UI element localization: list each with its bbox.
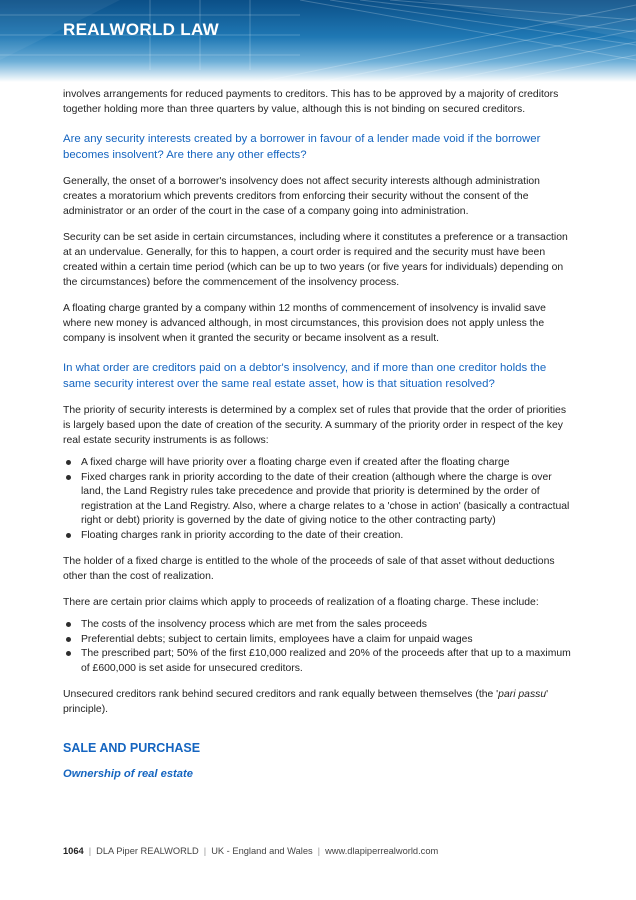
- bullet-list: [63, 456, 575, 543]
- question-heading: In what order are creditors paid on a debtor's insolvency, and if more than one creditor holds the same security interest over the same real estate asset, how is that situation resolved?: [63, 362, 547, 390]
- brand-title: REALWORLD LAW: [63, 20, 219, 39]
- footer-website-link[interactable]: www.dlapiperrealworld.com: [325, 846, 439, 856]
- latin-term: pari passu: [498, 689, 547, 700]
- list-item: The prescribed part; 50% of the first £10,000 realized and 20% of the proceeds after that up to a maximum of £600,000 is set aside for unsecured creditors.: [63, 647, 575, 676]
- page-number: 1064: [63, 846, 84, 856]
- section-heading: SALE AND PURCHASE: [63, 741, 201, 755]
- building-glass-graphic: [0, 0, 636, 82]
- list-item: Floating charges rank in priority according to the date of their creation.: [63, 529, 575, 544]
- paragraph: The priority of security interests is determined by a complex set of rules that provide that the order of priorities is largely based upon the date of creation of the security. A summary of the priority order in respect of the key real estate security instruments is as follows:: [63, 405, 567, 446]
- page-footer: [63, 846, 583, 856]
- paragraph-text: Unsecured creditors rank behind secured creditors and rank equally between themselves (the ': [63, 689, 499, 700]
- footer-jurisdiction: UK - England and Wales: [211, 846, 313, 856]
- bullet-list: [63, 618, 575, 676]
- paragraph: A floating charge granted by a company within 12 months of commencement of insolvency is invalid save where new money is advanced although, in most circumstances, this provision does not apply unless the company is insolvent when it granted the security or became insolvent as a result.: [63, 303, 546, 344]
- paragraph: Generally, the onset of a borrower's insolvency does not affect security interests although administration creates a moratorium which prevents creditors from enforcing their security without the consent of the administrator or an order of the court in the case of a company going into administration.: [63, 176, 540, 217]
- paragraph: Security can be set aside in certain circumstances, including where it constitutes a preference or a transaction at an undervalue. Generally, for this to happen, a court order is required and the security must have been created within a certain time period (which can be up to two years (or five years for individuals) depending on the circumstances) before the commencement of the insolvency process.: [63, 232, 568, 288]
- footer-separator: |: [203, 846, 207, 856]
- paragraph-text: ' principle).: [63, 689, 549, 715]
- list-item: A fixed charge will have priority over a floating charge even if created after the floating charge: [63, 456, 575, 471]
- footer-separator: |: [317, 846, 321, 856]
- paragraph: The holder of a fixed charge is entitled to the whole of the proceeds of sale of that asset without deductions other than the cost of realization.: [63, 556, 555, 582]
- list-item: The costs of the insolvency process which are met from the sales proceeds: [63, 618, 575, 633]
- paragraph: There are certain prior claims which apply to proceeds of realization of a floating charge. These include:: [63, 597, 539, 608]
- paragraph: [63, 687, 575, 717]
- list-item: Preferential debts; subject to certain limits, employees have a claim for unpaid wages: [63, 633, 575, 648]
- document-body: [63, 87, 575, 780]
- question-heading: Are any security interests created by a borrower in favour of a lender made void if the borrower becomes insolvent? Are there any other effects?: [63, 133, 541, 161]
- footer-separator: |: [88, 846, 92, 856]
- list-item: Fixed charges rank in priority according to the date of their creation (although where the charge is over land, the Land Registry rules take precedence and provide that priority is determined by the order of registration at the Land Registry. Also, where a charge relates to a 'chose in action' (basically a contractual right or debt) priority is governed by the date of giving notice to the other contracting party): [63, 471, 575, 529]
- subsection-heading: Ownership of real estate: [63, 768, 193, 780]
- footer-publisher: DLA Piper REALWORLD: [96, 846, 199, 856]
- paragraph: involves arrangements for reduced payments to creditors. This has to be approved by a majority of creditors together holding more than three quarters by value, although this is not binding on secured creditors.: [63, 89, 559, 115]
- header-banner: [0, 0, 636, 82]
